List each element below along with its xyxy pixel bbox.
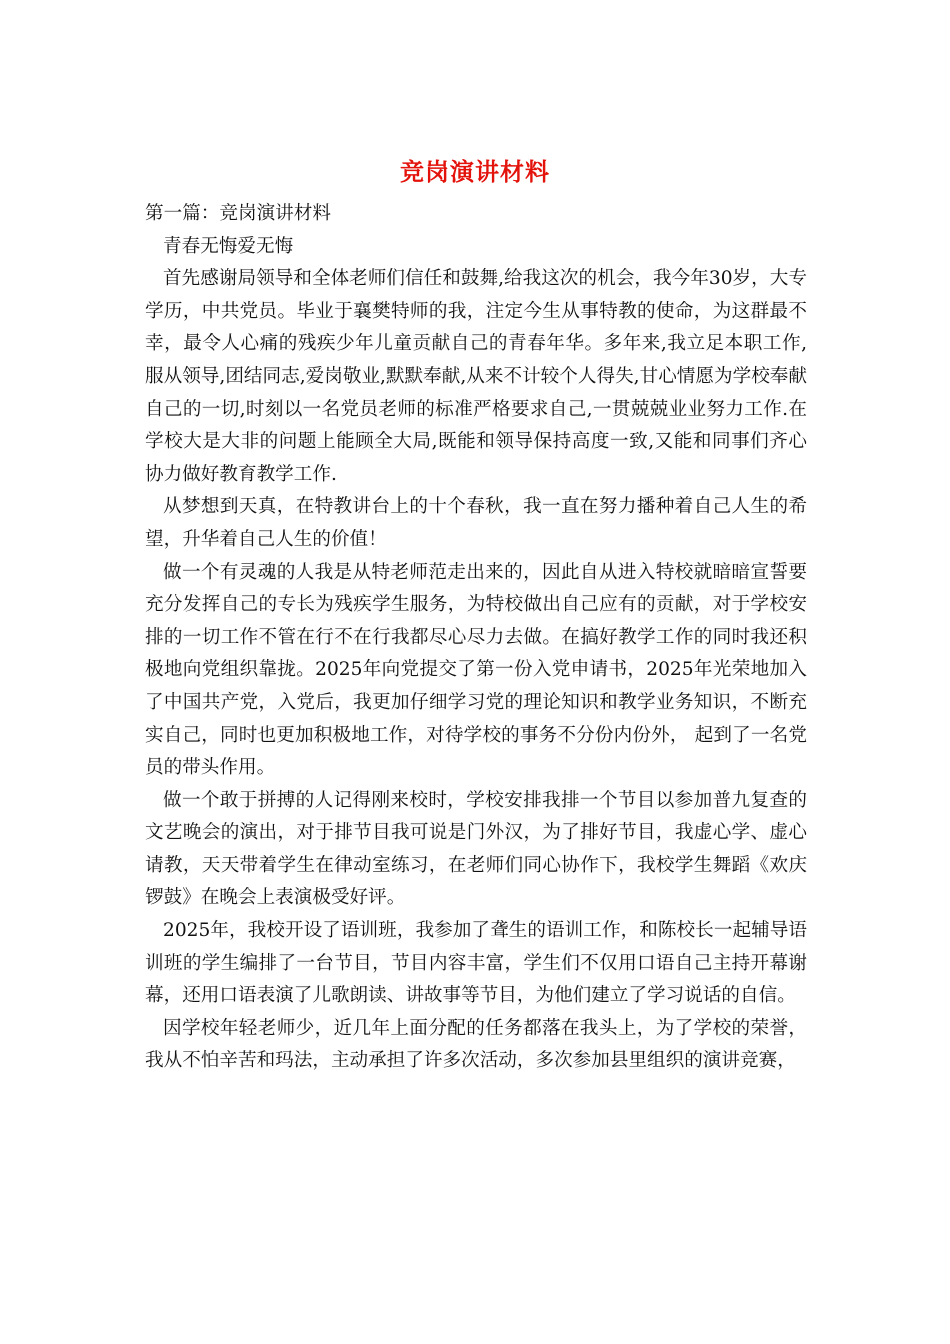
- paragraph: 从梦想到天真，在特教讲台上的十个春秋，我一直在努力播种着自己人生的希望，升华着自己人生的价值！: [145, 496, 807, 550]
- section-heading: 第一篇：竞岗演讲材料: [145, 203, 331, 224]
- paragraph: 做一个有灵魂的人我是从特老师范走出来的，因此自从进入特校就暗暗宣誓要充分发挥自己的专长为残疾学生服务，为特校做出自己应有的贡献，对于学校安排的一切工作不管在行不在行我都尽心尽力去做。在搞好教学工作的同时我还积极地向党组织靠拢。2025年向党提交了第一份入党申请书，2025年光荣地加入了中国共产党，入党后，我更加仔细学习党的理论知识和教学业务知识，不断充实自己，同时也更加积极地工作，对待学校的事务不分份内份外， 起到了一名党员的带头作用。: [145, 561, 807, 779]
- paragraph: 首先感谢局领导和全体老师们信任和鼓舞,给我这次的机会，我今年30岁，大专学历，中共党员。毕业于襄樊特师的我，注定今生从事特教的使命，为这群最不幸，最令人心痛的残疾少年儿童贡献自己的青春年华。多年来,我立足本职工作,服从领导,团结同志,爱岗敬业,默默奉献,从来不计较个人得失,甘心情愿为学校奉献自己的一切,时刻以一名党员老师的标准严格要求自己,一贯兢兢业业努力工作.在学校大是大非的问题上能顾全大局,既能和领导保持高度一致,又能和同事们齐心协力做好教育教学工作.: [145, 268, 807, 485]
- document-title: 竞岗演讲材料: [400, 157, 550, 186]
- paragraph: 因学校年轻老师少，近几年上面分配的任务都落在我头上，为了学校的荣誉，我从不怕辛苦和玛法，主动承担了许多次活动，多次参加县里组织的演讲竞赛，: [145, 1017, 807, 1072]
- document-body: [145, 198, 807, 1078]
- paragraph: 2025年，我校开设了语训班，我参加了聋生的语训工作，和陈校长一起辅导语训班的学生编排了一台节目，节目内容丰富，学生们不仅用口语自己主持开幕谢幕，还用口语表演了儿歌朗读、讲故事等节目，为他们建立了学习说话的自信。: [145, 920, 807, 1007]
- paragraph: 做一个敢于拼搏的人记得刚来校时，学校安排我排一个节目以参加普九复查的文艺晚会的演出，对于排节目我可说是门外汉，为了排好节目，我虚心学、虚心请教，天天带着学生在律动室练习，在老师们同心协作下，我校学生舞蹈《欢庆锣鼓》在晚会上表演极受好评。: [145, 789, 807, 909]
- paragraph: 青春无悔爱无悔: [163, 235, 294, 257]
